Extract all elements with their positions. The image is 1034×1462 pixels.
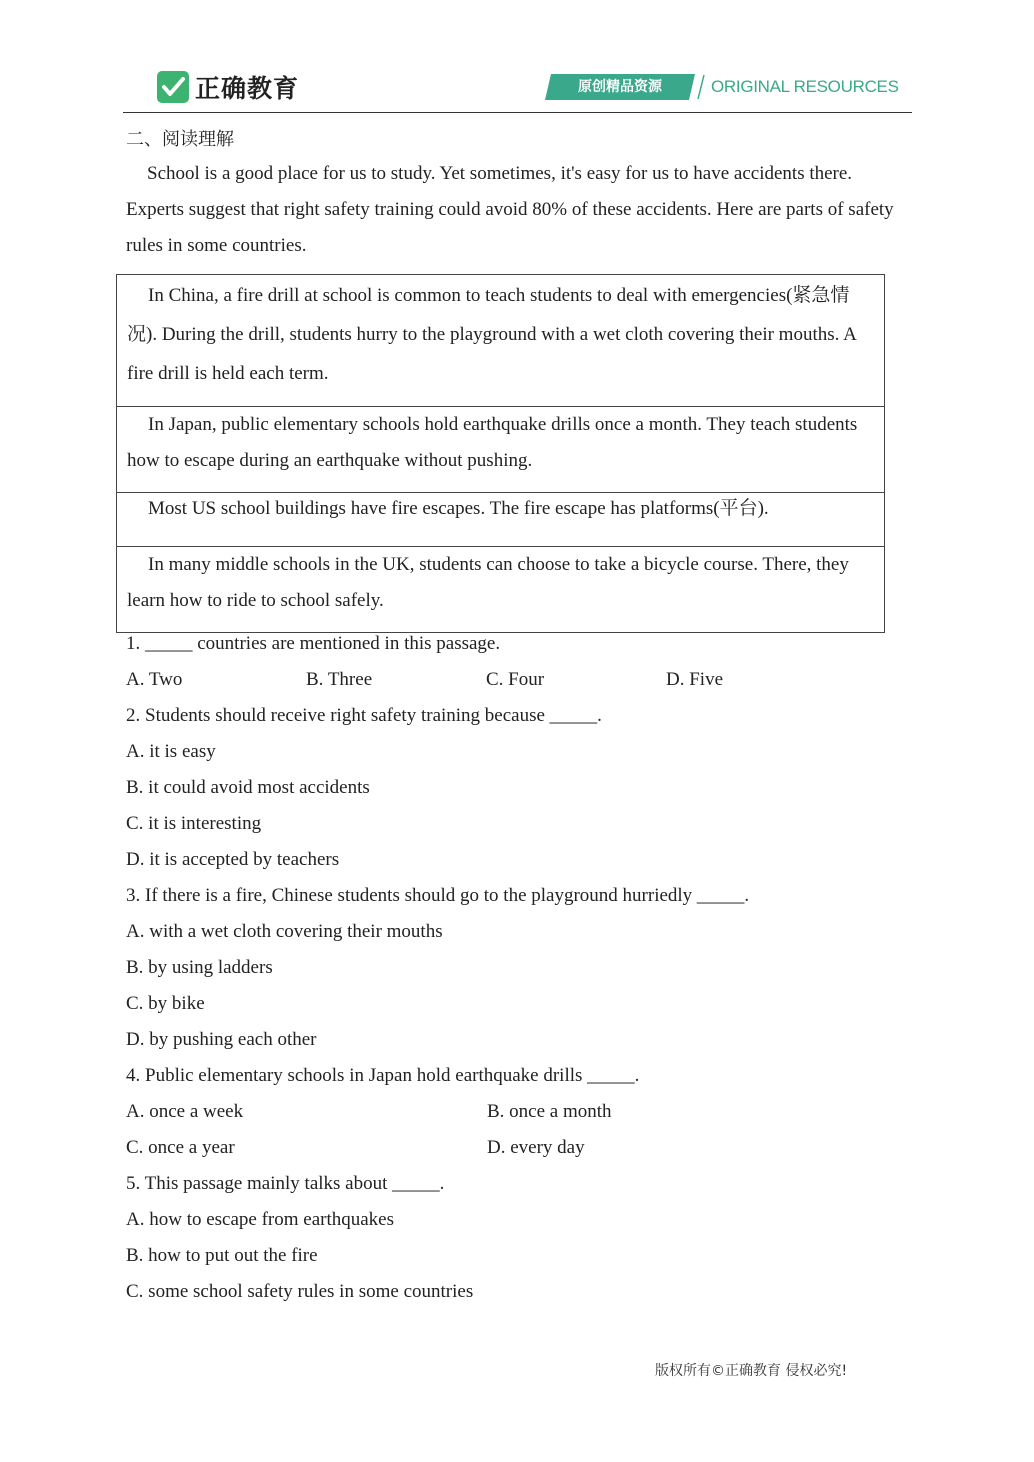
table-cell [117,493,885,547]
option: B. Three [306,669,373,690]
table-cell [117,547,885,633]
option: D. every day [487,1137,585,1158]
header-banner [545,74,899,100]
option: A. with a wet cloth covering their mouths [126,921,443,942]
option: D. by pushing each other [126,1029,317,1050]
option: C. it is interesting [126,813,262,834]
rule-japan: In Japan, public elementary schools hold earthquake drills once a month. They teach students how to escape during an earthquake without pushing. [127,414,858,471]
question-stem: 2. Students should receive right safety training because _____. [126,705,602,726]
option: A. it is easy [126,741,216,762]
option: B. how to put out the fire [126,1245,318,1266]
option: A. once a week [126,1101,244,1122]
passage [126,124,901,264]
header-divider [123,112,912,113]
logo [157,70,299,104]
questions [126,626,901,1310]
copyright-footer: 版权所有©正确教育 侵权必究! [655,1363,848,1379]
option-row [126,1130,901,1166]
option: C. some school safety rules in some countries [126,1281,474,1302]
option-row [126,662,901,698]
option: B. it could avoid most accidents [126,777,370,798]
rule-uk: In many middle schools in the UK, students can choose to take a bicycle course. There, they learn how to ride to school safely. [127,554,849,611]
rule-us: Most US school buildings have fire escapes. The fire escape has platforms(平台). [148,498,769,519]
option: C. Four [486,669,545,690]
table-row [117,275,885,407]
table-row [117,407,885,493]
intro-paragraph: School is a good place for us to study. Yet sometimes, it's easy for us to have accidents there. Experts suggest that right safety training could avoid 80% of these accidents. Here are parts of safety rules in some countries. [126,163,894,256]
option-row [126,1094,901,1130]
question-stem: 3. If there is a fire, Chinese students should go to the playground hurriedly _____. [126,885,750,906]
table-cell [117,407,885,493]
table-cell [117,275,885,407]
table-row [117,547,885,633]
question-stem: 4. Public elementary schools in Japan hold earthquake drills _____. [126,1065,640,1086]
option: D. it is accepted by teachers [126,849,340,870]
option: B. by using ladders [126,957,273,978]
option: B. once a month [487,1101,612,1122]
checkmark-icon [157,71,189,103]
logo-text: 正确教育 [195,74,300,103]
banner-cn: 原创精品资源 [578,79,662,95]
banner-tag [545,74,695,100]
table-row [117,493,885,547]
safety-rules-table [116,274,885,633]
slash-icon [697,74,705,100]
option: D. Five [666,669,723,690]
section-title: 二、阅读理解 [126,129,234,150]
page-header [0,0,1034,115]
rule-china: In China, a fire drill at school is common to teach students to deal with emergencies(紧急情况). During the drill, students hurry to the playground with a wet cloth covering their mouths. A fire drill is held each term. [127,285,856,384]
banner-en: ORIGINAL RESOURCES [711,77,899,96]
question-stem: 1. _____ countries are mentioned in this passage. [126,633,501,654]
option: A. Two [126,669,183,690]
question-stem: 5. This passage mainly talks about _____. [126,1173,445,1194]
option: C. once a year [126,1137,235,1158]
option: A. how to escape from earthquakes [126,1209,395,1230]
option: C. by bike [126,993,205,1014]
